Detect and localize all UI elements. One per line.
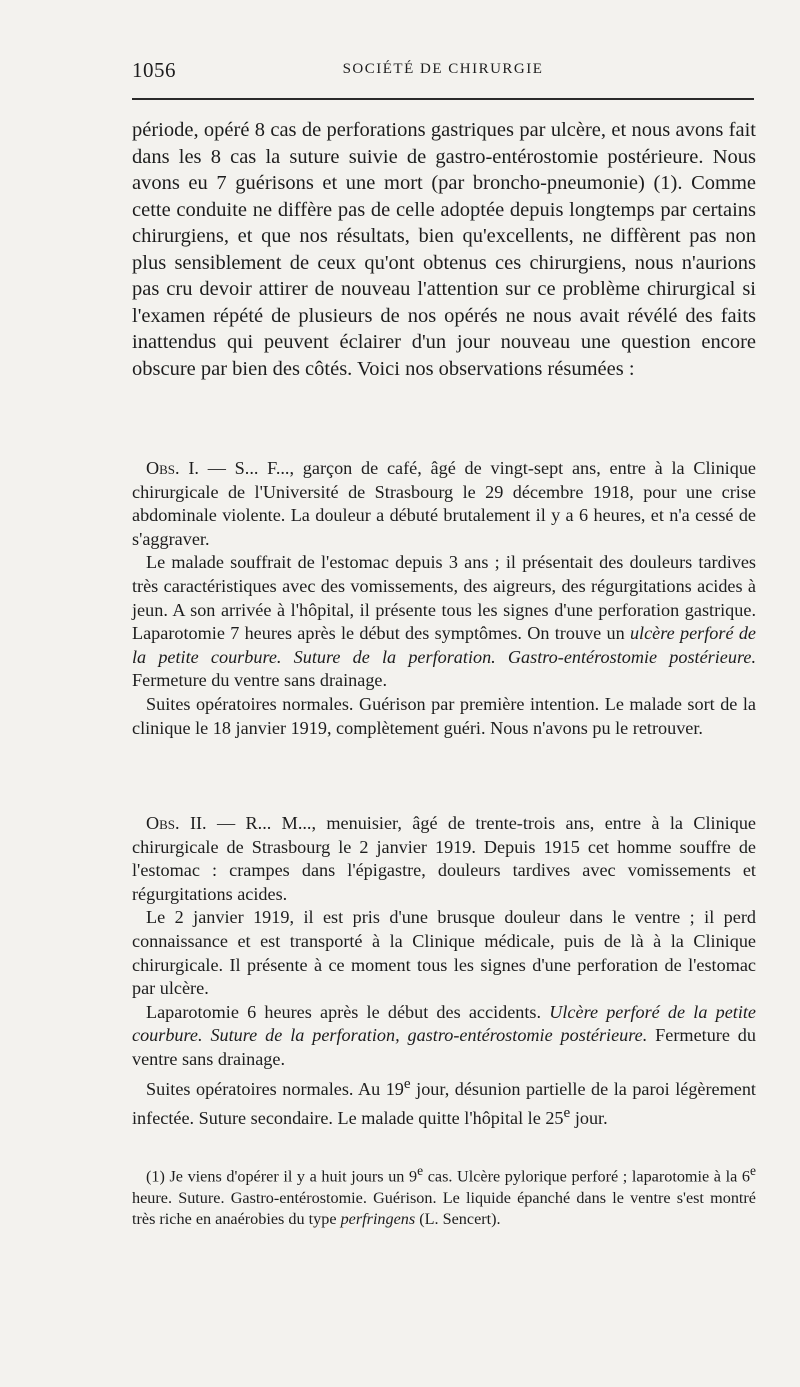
obs1-paragraph-1	[132, 457, 756, 551]
obs2-text: jour, désunion partielle de la paroi légèrement infectée. Suture secondaire. Le malade quitte l'hôpital le 25	[132, 1078, 756, 1129]
obs2-label: Obs. II.	[146, 813, 207, 833]
intro-text-part: période, opéré 8 cas de perforations gastriques par ulcère, et nous avons fait dans les 8 cas la suture suivie de gastro-entérostomie postérieure. Nous avons eu 7 guérisons et une mort (par broncho-pneumonie)	[132, 119, 756, 194]
obs2-paragraph-3	[132, 1001, 756, 1072]
page-number: 1056	[132, 58, 176, 82]
obs2-text: Laparotomie 6 heures après le début des accidents.	[146, 1001, 550, 1022]
footnote-part: (1) Je viens d'opérer il y a huit jours un 9	[146, 1167, 418, 1186]
obs2-paragraph-4	[132, 1072, 756, 1131]
obs1-paragraph-2	[132, 551, 756, 693]
superscript: e	[403, 1074, 411, 1092]
obs1-label: Obs. I.	[146, 458, 199, 478]
intro-paragraph	[132, 117, 756, 382]
obs2-text: Fermeture du ventre sans drainage.	[132, 1025, 756, 1069]
obs1-italic-text: ulcère perforé de la petite courbure. Suture de la perforation. Gastro-entérostomie postérieure.	[132, 623, 756, 667]
body-text	[132, 117, 756, 1129]
observation-2	[132, 812, 756, 1131]
header-rule	[132, 98, 754, 100]
footnote-reference: (1)	[653, 172, 678, 194]
superscript: e	[417, 1163, 424, 1178]
obs1-text: Fermeture du ventre sans drainage.	[132, 670, 388, 691]
superscript: e	[750, 1163, 756, 1178]
footnote-part: cas. Ulcère pylorique perforé ; laparotomie à la 6	[423, 1167, 750, 1186]
intro-text-part: . Comme cette conduite ne diffère pas de celle adoptée depuis longtemps par certains chirurgiens, et que nos résultats, bien qu'excellents, ne diffèrent pas non plus sensiblement de ceux qu'ont obtenus ces chirurgiens, nous n'aurions pas cru devoir attirer de nouveau l'attention sur ce problème chirurgical si l'examen répété de plusieurs de nos opérés ne nous avait révélé des faits inattendus qui peuvent éclairer d'un jour nouveau une question encore obscure par bien des côtés. Voici nos observations résumées :	[132, 172, 756, 380]
obs1-text: — S... F..., garçon de café, âgé de vingt-sept ans, entre à la Clinique chirurgicale de l'Université de Strasbourg le 29 décembre 1918, pour une crise abdominale violente. La douleur a débuté brutalement il y a 6 heures, et n'a cessé de s'aggraver.	[132, 458, 756, 549]
obs2-text: Suites opératoires normales. Au 19	[146, 1078, 404, 1099]
footnote-part: heure. Suture. Gastro-entérostomie. Guérison. Le liquide épanché dans le ventre s'est montré très riche en anaérobies du type	[132, 1188, 756, 1229]
footnote-italic: perfringens	[340, 1210, 416, 1229]
obs2-italic-text: Ulcère perforé de la petite courbure. Suture de la perforation, gastro-entérostomie postérieure.	[132, 1001, 756, 1046]
obs1-text: Le malade souffrait de l'estomac depuis 3 ans ; il présentait des douleurs tardives très caractéristiques avec des vomissements, des aigreurs, des régurgitations acides à jeun. A son arrivée à l'hôpital, il présente tous les signes d'une perforation gastrique. Laparotomie 7 heures après le début des symptômes. On trouve un	[132, 552, 756, 644]
page-header	[132, 58, 754, 88]
observation-1	[132, 457, 756, 740]
intro-text	[132, 117, 756, 382]
footnote-part: (L. Sencert).	[415, 1210, 501, 1229]
obs1-paragraph-3: Suites opératoires normales. Guérison par première intention. Le malade sort de la clinique le 18 janvier 1919, complètement guéri. Nous n'avons pu le retrouver.	[132, 693, 756, 738]
footnote-text	[132, 1160, 756, 1231]
running-head: SOCIÉTÉ DE CHIRURGIE	[342, 61, 544, 77]
footnote	[132, 1160, 756, 1231]
obs2-text: jour.	[570, 1108, 608, 1129]
obs2-paragraph-2: Le 2 janvier 1919, il est pris d'une brusque douleur dans le ventre ; il perd connaissance et est transporté à la Clinique médicale, puis de là à la Clinique chirurgicale. Il présente à ce moment tous les signes d'une perforation de l'estomac par ulcère.	[132, 907, 756, 999]
obs2-paragraph-1	[132, 812, 756, 906]
obs2-text: — R... M..., menuisier, âgé de trente-trois ans, entre à la Clinique chirurgicale de Strasbourg le 2 janvier 1919. Depuis 1915 cet homme souffre de l'estomac : crampes dans l'épigastre, douleurs tardives avec vomissements et régurgitations acides.	[132, 813, 756, 904]
superscript: e	[563, 1104, 571, 1122]
